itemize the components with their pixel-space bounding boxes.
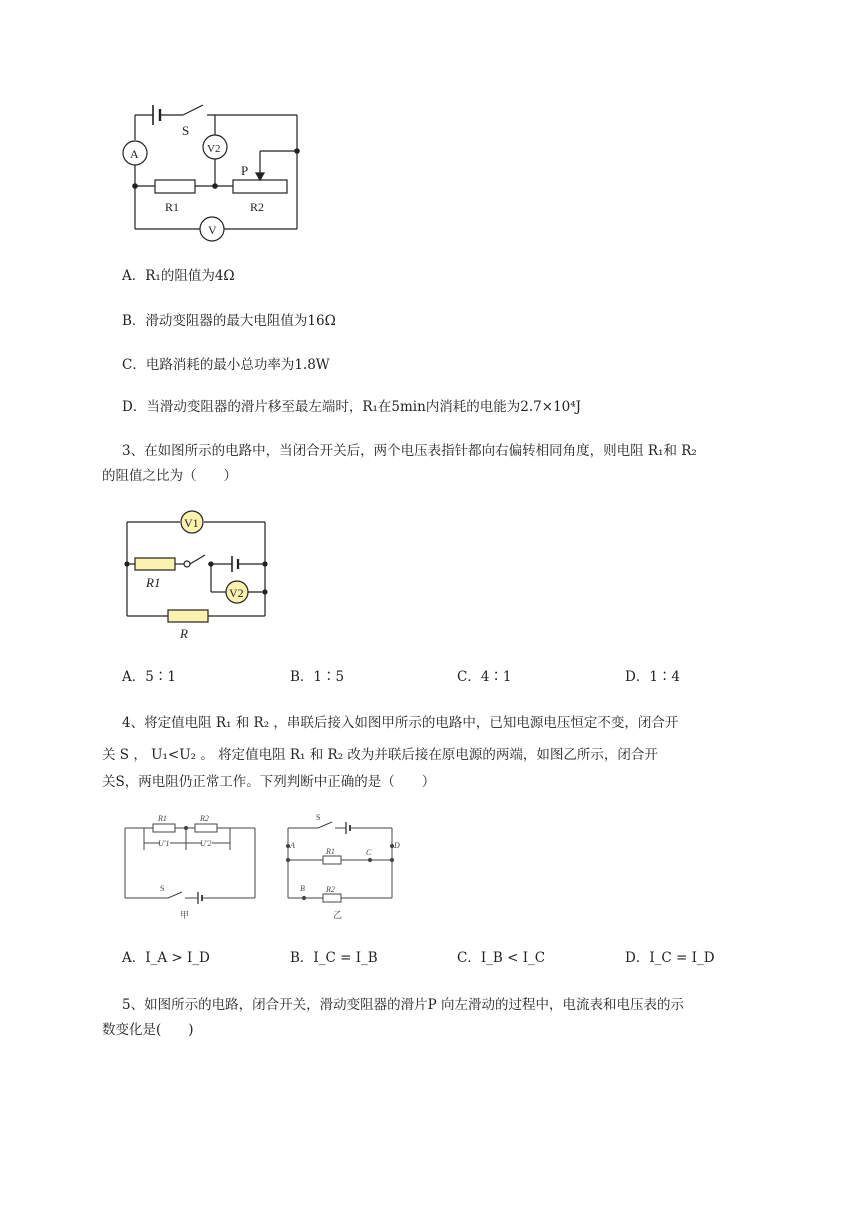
point-d-label: D bbox=[394, 841, 400, 850]
circuit-figure-yi bbox=[280, 810, 410, 929]
r2-label: R2 bbox=[326, 885, 335, 894]
q4-option-d: D．I_C = I_D bbox=[625, 950, 715, 966]
q2-option-a: A．R₁的阻值为4Ω bbox=[122, 268, 235, 284]
q5-stem-line-2: 数变化是( ) bbox=[102, 1022, 194, 1038]
point-b-label: B bbox=[300, 884, 305, 893]
q4-option-c: C．I_B < I_C bbox=[457, 950, 546, 966]
q2-option-b: B．滑动变阻器的最大电阻值为16Ω bbox=[122, 313, 336, 329]
u2-label: U'2 bbox=[200, 839, 212, 848]
switch-label: S bbox=[182, 123, 190, 138]
voltmeter-label: V bbox=[208, 223, 217, 237]
u1-label: U'1 bbox=[158, 839, 170, 848]
r2-label: R2 bbox=[250, 200, 265, 214]
caption-yi: 乙 bbox=[333, 910, 343, 920]
switch-label: S bbox=[316, 813, 321, 822]
q3-option-d: D．1∶4 bbox=[625, 669, 681, 685]
v1-label: V1 bbox=[184, 516, 199, 530]
r2-label: R2 bbox=[200, 814, 209, 823]
r1-label: R1 bbox=[326, 847, 335, 856]
q3-option-b: B．1∶5 bbox=[290, 669, 345, 685]
q3-stem-line-1: 3、在如图所示的电路中，当闭合开关后，两个电压表指针都向右偏转相同角度，则电阻 R₁和 R₂ bbox=[122, 443, 697, 459]
q4-option-a: A．I_A > I_D bbox=[122, 950, 210, 966]
q4-stem-line-3: 关S，两电阻仍正常工作。下列判断中正确的是（ ） bbox=[102, 774, 436, 790]
circuit-figure-1 bbox=[115, 95, 315, 249]
point-a-label: A bbox=[290, 841, 295, 850]
r1-label: R1 bbox=[165, 200, 180, 214]
q5-stem-line-1: 5、如图所示的电路，闭合开关，滑动变阻器的滑片P 向左滑动的过程中，电流表和电压表的示 bbox=[122, 997, 684, 1013]
q2-option-d: D．当滑动变阻器的滑片移至最左端时，R₁在5min内消耗的电能为2.7×10⁴J bbox=[122, 399, 582, 415]
q3-option-c: C．4∶1 bbox=[457, 669, 512, 685]
q4-option-b: B．I_C = I_B bbox=[290, 950, 378, 966]
ammeter-label: A bbox=[130, 147, 139, 161]
circuit-figure-jia bbox=[120, 812, 260, 926]
r1-label: R1 bbox=[146, 575, 161, 590]
q2-option-c: C．电路消耗的最小总功率为1.8W bbox=[122, 357, 330, 373]
v2-label: V2 bbox=[229, 586, 244, 600]
q3-stem-line-2: 的阻值之比为（ ） bbox=[102, 468, 237, 484]
r-label: R bbox=[180, 626, 188, 641]
r1-label: R1 bbox=[158, 814, 167, 823]
v2-label: V2 bbox=[207, 143, 221, 155]
point-c-label: C bbox=[366, 848, 372, 857]
switch-label: S bbox=[160, 884, 165, 893]
circuit-figure-3 bbox=[120, 508, 280, 652]
slider-label: P bbox=[241, 163, 249, 178]
q4-stem-line-1: 4、将定值电阻 R₁ 和 R₂ ，串联后接入如图甲所示的电路中，已知电源电压恒定不变，闭合开 bbox=[122, 715, 679, 731]
q4-stem-line-2: 关 S ， U₁<U₂ 。 将定值电阻 R₁ 和 R₂ 改为并联后接在原电源的两端，如图乙所示，闭合开 bbox=[102, 747, 658, 763]
caption-jia: 甲 bbox=[180, 910, 190, 920]
q3-option-a: A．5∶1 bbox=[122, 669, 176, 685]
